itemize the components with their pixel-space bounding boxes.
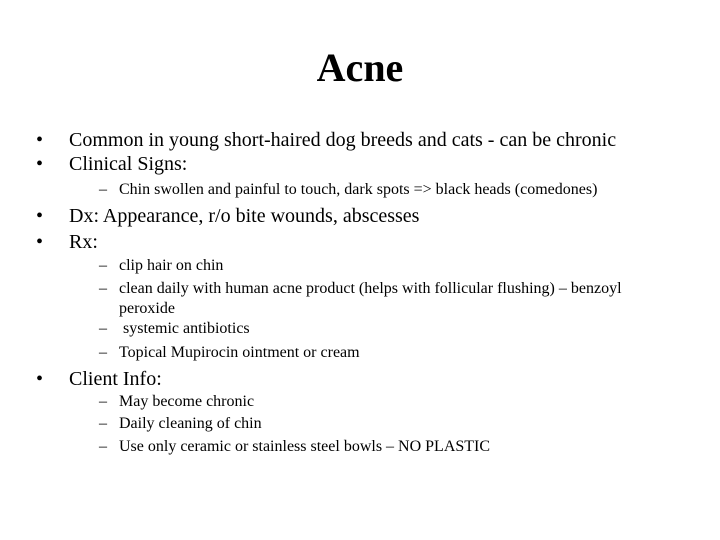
dash-marker: –: [99, 257, 107, 274]
dash-marker: –: [99, 393, 107, 410]
bullet-text: Dx: Appearance, r/o bite wounds, abscesses: [69, 205, 420, 227]
sub-bullet-text: Daily cleaning of chin: [119, 415, 262, 432]
dash-marker: –: [99, 415, 107, 432]
bullet-dot: •: [36, 231, 44, 253]
sub-bullet-text: clean daily with human acne product (helps with follicular flushing) – benzoyl peroxide: [119, 280, 622, 317]
dash-marker: –: [99, 320, 107, 337]
sub-bullet-text: Use only ceramic or stainless steel bowls – NO PLASTIC: [119, 438, 491, 455]
sub-bullet-text: May become chronic: [119, 393, 255, 410]
bullet-dot: •: [36, 153, 44, 175]
bullet-dot: •: [36, 129, 44, 151]
bullet-dot: •: [36, 205, 44, 227]
dash-marker: –: [99, 438, 107, 455]
sub-bullet-text: Chin swollen and painful to touch, dark spots => black heads (comedones): [119, 181, 598, 198]
slide-title: Acne: [316, 45, 404, 90]
bullet-text: Rx:: [69, 231, 98, 253]
bullet-text: Clinical Signs:: [69, 153, 188, 175]
bullet-text: Client Info:: [69, 368, 162, 390]
bullet-text: Common in young short-haired dog breeds and cats - can be chronic: [69, 129, 617, 151]
dash-marker: –: [99, 280, 107, 297]
sub-bullet-text: clip hair on chin: [119, 257, 224, 274]
dash-marker: –: [99, 181, 107, 198]
sub-bullet-text: systemic antibiotics: [119, 320, 250, 337]
bullet-dot: •: [36, 368, 44, 390]
sub-bullet-text: Topical Mupirocin ointment or cream: [119, 344, 360, 361]
dash-marker: –: [99, 344, 107, 361]
